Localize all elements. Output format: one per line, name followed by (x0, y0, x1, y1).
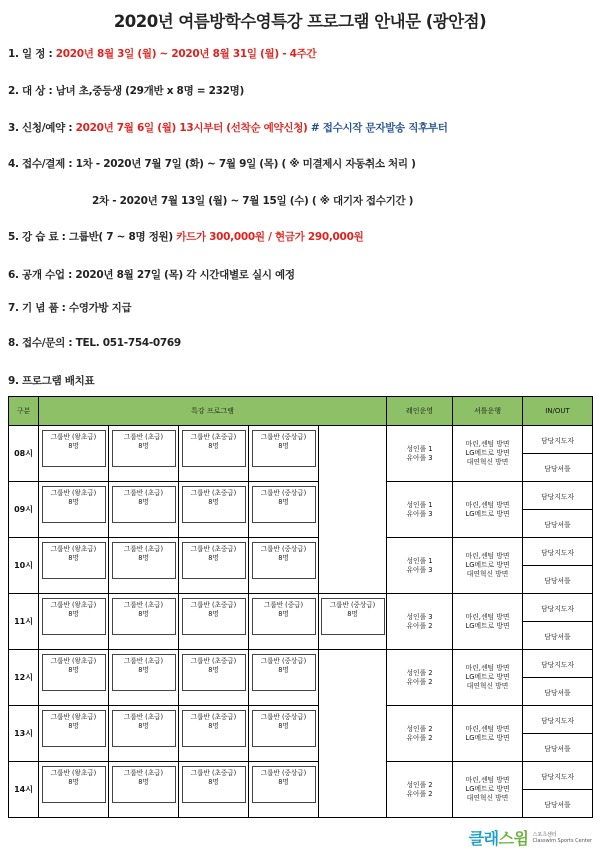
info-line-9 (8, 335, 181, 350)
program-slot (39, 650, 109, 706)
program-slot (249, 594, 319, 650)
logo-text: 클래스윔 (468, 829, 529, 848)
program-box: 그룹반 (초급) 8명 (112, 430, 176, 467)
out-cell: 담당셔틀 (523, 510, 593, 538)
info-line-3 (8, 120, 448, 135)
time-cell: 11시 (9, 594, 39, 650)
header-lane: 레인운영 (387, 397, 453, 426)
table-row (9, 762, 593, 790)
program-box: 그룹반 (중상급) 8명 (252, 486, 316, 523)
info-label: 5. 강 습 료 : (8, 231, 66, 243)
info-note: # 접수시작 문자발송 직후부터 (310, 122, 448, 134)
page-title: 2020년 여름방학수영특강 프로그램 안내문 (광안점) (113, 12, 487, 31)
info-value: 수영가방 지급 (68, 302, 132, 314)
program-slot (109, 538, 179, 594)
program-box: 그룹반 (초급) 8명 (112, 542, 176, 579)
lane-cell: 성인풀 1 유아풀 3 (387, 426, 453, 482)
program-slot (39, 426, 109, 482)
table-row (9, 594, 593, 622)
program-box: 그룹반 (초중급) 8명 (182, 766, 246, 803)
program-box: 그룹반 (중상급) 8명 (252, 542, 316, 579)
program-box: 그룹반 (중급) 8명 (252, 598, 316, 635)
in-cell: 담당지도자 (523, 594, 593, 622)
program-box: 그룹반 (초급) 8명 (112, 766, 176, 803)
time-cell: 12시 (9, 650, 39, 706)
info-label: 1. 일 정 : (8, 48, 53, 60)
program-slot (39, 482, 109, 538)
out-cell: 담당셔틀 (523, 622, 593, 650)
program-slot (179, 594, 249, 650)
info-highlight: 2020년 7월 6일 (월) 13시부터 (선착순 예약신청) (75, 122, 308, 134)
table-row (9, 426, 593, 454)
info-label: 6. 공개 수업 : (8, 269, 73, 281)
header-category: 구분 (9, 397, 39, 426)
logo (469, 826, 592, 849)
header-inout: IN/OUT (523, 397, 593, 426)
program-box: 그룹반 (초급) 8명 (112, 710, 176, 747)
program-box: 그룹반 (중상급) 8명 (252, 766, 316, 803)
table-row (9, 482, 593, 510)
program-slot (179, 482, 249, 538)
program-slot (179, 650, 249, 706)
in-cell: 담당지도자 (523, 706, 593, 734)
info-line-1 (8, 46, 316, 61)
shuttle-cell: 마린,센텀 방면 LG메트로 방면 (453, 706, 523, 762)
program-slot (249, 762, 319, 818)
program-slot (39, 594, 109, 650)
program-box: 그룹반 (초급) 8명 (112, 486, 176, 523)
info-label: 7. 기 념 품 : (8, 302, 66, 314)
program-box: 그룹반 (왕초급) 8명 (42, 710, 106, 747)
program-box: 그룹반 (왕초급) 8명 (42, 486, 106, 523)
lane-cell: 성인풀 2 유아풀 2 (387, 762, 453, 818)
program-box: 그룹반 (초급) 8명 (112, 654, 176, 691)
program-box: 그룹반 (초급) 8명 (112, 598, 176, 635)
in-cell: 담당지도자 (523, 426, 593, 454)
header-program: 특강 프로그램 (39, 397, 387, 426)
program-box: 그룹반 (왕초급) 8명 (42, 430, 106, 467)
program-slot (319, 706, 387, 762)
in-cell: 담당지도자 (523, 762, 593, 790)
program-slot (319, 762, 387, 818)
program-box: 그룹반 (초중급) 8명 (182, 598, 246, 635)
program-slot (249, 706, 319, 762)
program-slot (179, 706, 249, 762)
info-value: 그룹반( 7 ~ 8명 정원) (68, 231, 173, 243)
info-line-8 (8, 300, 131, 315)
shuttle-cell: 마린,센텀 방면 LG메트로 방면 대연혁신 방면 (453, 650, 523, 706)
program-slot (39, 706, 109, 762)
program-slot (249, 426, 319, 482)
lane-cell: 성인풀 1 유아풀 3 (387, 482, 453, 538)
program-box: 그룹반 (초중급) 8명 (182, 542, 246, 579)
out-cell: 담당셔틀 (523, 678, 593, 706)
program-box: 그룹반 (왕초급) 8명 (42, 542, 106, 579)
info-line-2 (8, 83, 244, 98)
program-slot (109, 426, 179, 482)
lane-cell: 성인풀 3 유아풀 2 (387, 594, 453, 650)
program-slot (109, 650, 179, 706)
shuttle-cell: 마린,센텀 방면 LG메트로 방면 대연혁신 방면 (453, 762, 523, 818)
program-box: 그룹반 (초중급) 8명 (182, 486, 246, 523)
shuttle-cell: 마린,센텀 방면 LG메트로 방면 (453, 482, 523, 538)
info-label: 9. 프로그램 배치표 (8, 375, 95, 387)
program-slot (319, 650, 387, 706)
info-line-5 (92, 193, 413, 208)
info-highlight: 카드가 300,000원 / 현금가 290,000원 (176, 231, 364, 243)
lane-cell: 성인풀 2 유아풀 2 (387, 650, 453, 706)
program-box: 그룹반 (초중급) 8명 (182, 430, 246, 467)
program-box: 그룹반 (중상급) 8명 (252, 654, 316, 691)
program-box: 그룹반 (왕초급) 8명 (42, 598, 106, 635)
info-value: 2020년 8월 3일 (월) ~ 2020년 8월 31일 (월) - 4주간 (55, 48, 317, 60)
info-value: 1차 - 2020년 7월 7일 (화) ~ 7월 9일 (목) ( ※ 미결제시 자동취소 처리 ) (75, 158, 416, 170)
program-slot (39, 762, 109, 818)
lane-cell: 성인풀 2 유아풀 2 (387, 706, 453, 762)
table-row (9, 538, 593, 566)
time-cell: 13시 (9, 706, 39, 762)
program-box: 그룹반 (초중급) 8명 (182, 710, 246, 747)
program-slot (39, 538, 109, 594)
in-cell: 담당지도자 (523, 650, 593, 678)
program-table (8, 396, 593, 818)
info-value: TEL. 051-754-0769 (75, 337, 181, 349)
logo-sub: 스포츠센터 Classwim Sports Center (532, 831, 592, 844)
info-line-10 (8, 373, 94, 388)
program-slot (319, 594, 387, 650)
in-cell: 담당지도자 (523, 538, 593, 566)
info-value: 남녀 초,중등생 (29개반 x 8명 = 232명) (55, 85, 244, 97)
info-label: 8. 접수/문의 : (8, 337, 73, 349)
info-line-4 (8, 156, 416, 171)
lane-cell: 성인풀 1 유아풀 3 (387, 538, 453, 594)
program-slot (179, 426, 249, 482)
in-cell: 담당지도자 (523, 482, 593, 510)
info-label: 2. 대 상 : (8, 85, 53, 97)
shuttle-cell: 마린,센텀 방면 LG메트로 방면 (453, 594, 523, 650)
table-row (9, 706, 593, 734)
info-line-6 (8, 229, 363, 244)
info-label: 4. 접수/결제 : (8, 158, 73, 170)
time-cell: 14시 (9, 762, 39, 818)
program-slot (249, 650, 319, 706)
program-slot (319, 482, 387, 538)
program-box: 그룹반 (왕초급) 8명 (42, 766, 106, 803)
program-box: 그룹반 (중상급) 8명 (252, 430, 316, 467)
out-cell: 담당셔틀 (523, 790, 593, 818)
program-box: 그룹반 (왕초급) 8명 (42, 654, 106, 691)
info-label: 3. 신청/예약 : (8, 122, 73, 134)
header-shuttle: 셔틀운행 (453, 397, 523, 426)
info-line-7 (8, 267, 295, 282)
program-box: 그룹반 (초중급) 8명 (182, 654, 246, 691)
shuttle-cell: 마린,센텀 방면 LG메트로 방면 대연혁신 방면 (453, 538, 523, 594)
time-cell: 08시 (9, 426, 39, 482)
table-row (9, 650, 593, 678)
info-value: 2020년 8월 27일 (목) 각 시간대별로 실시 예정 (75, 269, 295, 281)
program-slot (179, 762, 249, 818)
shuttle-cell: 마린,센텀 방면 LG메트로 방면 대연혁신 방면 (453, 426, 523, 482)
program-slot (109, 762, 179, 818)
program-slot (179, 538, 249, 594)
info-value: 2차 - 2020년 7월 13일 (월) ~ 7월 15일 (수) ( ※ 대기자 접수기간 ) (92, 195, 414, 207)
out-cell: 담당셔틀 (523, 734, 593, 762)
program-box: 그룹반 (중상급) 8명 (252, 710, 316, 747)
out-cell: 담당셔틀 (523, 454, 593, 482)
out-cell: 담당셔틀 (523, 566, 593, 594)
program-slot (109, 594, 179, 650)
program-box: 그룹반 (중상급) 8명 (321, 598, 385, 635)
program-table-wrap (8, 396, 592, 818)
program-slot (319, 426, 387, 482)
program-slot (319, 538, 387, 594)
program-slot (109, 706, 179, 762)
program-slot (249, 482, 319, 538)
program-slot (109, 482, 179, 538)
time-cell: 10시 (9, 538, 39, 594)
time-cell: 09시 (9, 482, 39, 538)
program-slot (249, 538, 319, 594)
